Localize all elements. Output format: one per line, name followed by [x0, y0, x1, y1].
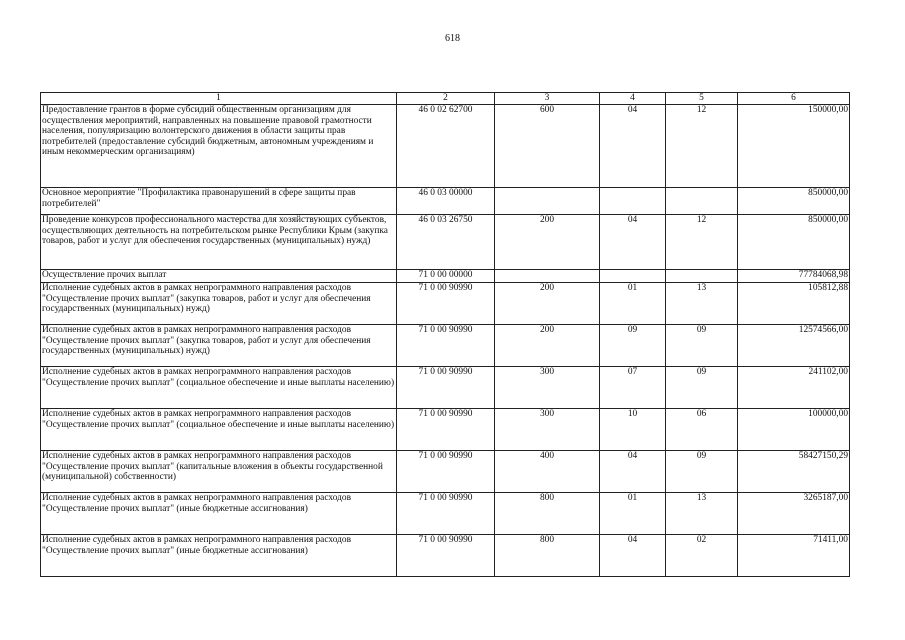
- subsection-code: [666, 188, 738, 215]
- expense-name: Основное мероприятие "Профилактика правонарушений в сфере защиты прав потребителей": [41, 188, 397, 215]
- amount: 850000,00: [738, 188, 850, 215]
- expense-name: Исполнение судебных актов в рамках непрограммного направления расходов "Осуществление прочих выплат" (социальное обеспечение и иные выплаты населению): [41, 367, 397, 409]
- table-row: [41, 535, 850, 577]
- column-header-6: 6: [738, 93, 850, 105]
- expense-name: Исполнение судебных актов в рамках непрограммного направления расходов "Осуществление прочих выплат" (закупка товаров, работ и услуг для обеспечения государственных (муниципальных) нужд): [41, 283, 397, 325]
- target-article-code: 71 0 00 90990: [397, 535, 495, 577]
- expense-type-code: 300: [495, 409, 600, 451]
- budget-table: [40, 92, 850, 577]
- section-code: 04: [600, 451, 666, 493]
- expense-type-code: [495, 188, 600, 215]
- amount: 850000,00: [738, 215, 850, 270]
- expense-name: Исполнение судебных актов в рамках непрограммного направления расходов "Осуществление прочих выплат" (иные бюджетные ассигнования): [41, 493, 397, 535]
- section-code: 10: [600, 409, 666, 451]
- column-header-3: 3: [495, 93, 600, 105]
- expense-name: Исполнение судебных актов в рамках непрограммного направления расходов "Осуществление прочих выплат" (иные бюджетные ассигнования): [41, 535, 397, 577]
- expense-name: Исполнение судебных актов в рамках непрограммного направления расходов "Осуществление прочих выплат" (закупка товаров, работ и услуг для обеспечения государственных (муниципальных) нужд): [41, 325, 397, 367]
- target-article-code: 71 0 00 90990: [397, 283, 495, 325]
- section-code: 01: [600, 283, 666, 325]
- expense-type-code: 800: [495, 493, 600, 535]
- expense-type-code: 600: [495, 105, 600, 188]
- expense-name: Исполнение судебных актов в рамках непрограммного направления расходов "Осуществление прочих выплат" (капитальные вложения в объекты государственной (муниципальной) собственности): [41, 451, 397, 493]
- subsection-code: 09: [666, 325, 738, 367]
- amount: 77784068,98: [738, 270, 850, 283]
- amount: 71411,00: [738, 535, 850, 577]
- table-row: [41, 105, 850, 188]
- amount: 12574566,00: [738, 325, 850, 367]
- table-body: [41, 105, 850, 577]
- section-code: [600, 270, 666, 283]
- amount: 150000,00: [738, 105, 850, 188]
- header-row: [41, 93, 850, 105]
- subsection-code: [666, 270, 738, 283]
- expense-type-code: 200: [495, 325, 600, 367]
- expense-type-code: [495, 270, 600, 283]
- target-article-code: 71 0 00 90990: [397, 367, 495, 409]
- expense-type-code: 300: [495, 367, 600, 409]
- target-article-code: 71 0 00 90990: [397, 451, 495, 493]
- table-row: [41, 409, 850, 451]
- subsection-code: 06: [666, 409, 738, 451]
- section-code: 04: [600, 215, 666, 270]
- amount: 100000,00: [738, 409, 850, 451]
- target-article-code: 46 0 03 00000: [397, 188, 495, 215]
- subsection-code: 13: [666, 283, 738, 325]
- expense-type-code: 200: [495, 215, 600, 270]
- expense-name: Исполнение судебных актов в рамках непрограммного направления расходов "Осуществление прочих выплат" (социальное обеспечение и иные выплаты населению): [41, 409, 397, 451]
- table-row: [41, 270, 850, 283]
- expense-type-code: 400: [495, 451, 600, 493]
- table-row: [41, 367, 850, 409]
- section-code: 04: [600, 105, 666, 188]
- amount: 3265187,00: [738, 493, 850, 535]
- target-article-code: 71 0 00 90990: [397, 325, 495, 367]
- expense-type-code: 200: [495, 283, 600, 325]
- expense-name: Осуществление прочих выплат: [41, 270, 397, 283]
- column-header-4: 4: [600, 93, 666, 105]
- expense-name: Проведение конкурсов профессионального мастерства для хозяйствующих субъектов, осуществляющих деятельность на потребительском рынке Республики Крым (закупка товаров, работ и услуг для обеспечения государственных (муниципальных) нужд): [41, 215, 397, 270]
- column-header-5: 5: [666, 93, 738, 105]
- section-code: 01: [600, 493, 666, 535]
- table-row: [41, 215, 850, 270]
- table-header: [41, 93, 850, 105]
- subsection-code: 13: [666, 493, 738, 535]
- table-row: [41, 283, 850, 325]
- section-code: 09: [600, 325, 666, 367]
- section-code: 04: [600, 535, 666, 577]
- target-article-code: 46 0 03 26750: [397, 215, 495, 270]
- table-row: [41, 325, 850, 367]
- table-row: [41, 493, 850, 535]
- table-row: [41, 188, 850, 215]
- table-row: [41, 451, 850, 493]
- subsection-code: 09: [666, 451, 738, 493]
- section-code: 07: [600, 367, 666, 409]
- target-article-code: 71 0 00 00000: [397, 270, 495, 283]
- subsection-code: 02: [666, 535, 738, 577]
- amount: 241102,00: [738, 367, 850, 409]
- expense-name: Предоставление грантов в форме субсидий общественным организациям для осуществления мероприятий, направленных на повышение правовой грамотности населения, популяризацию волонтерского движения в области защиты прав потребителей (предоставление субсидий бюджетным, автономным учреждениям и иным некоммерческим организациям): [41, 105, 397, 188]
- page-number: 618: [445, 33, 460, 44]
- section-code: [600, 188, 666, 215]
- subsection-code: 12: [666, 105, 738, 188]
- expense-type-code: 800: [495, 535, 600, 577]
- subsection-code: 09: [666, 367, 738, 409]
- target-article-code: 71 0 00 90990: [397, 493, 495, 535]
- amount: 105812,88: [738, 283, 850, 325]
- subsection-code: 12: [666, 215, 738, 270]
- target-article-code: 71 0 00 90990: [397, 409, 495, 451]
- target-article-code: 46 0 02 62700: [397, 105, 495, 188]
- column-header-1: 1: [41, 93, 397, 105]
- amount: 58427150,29: [738, 451, 850, 493]
- column-header-2: 2: [397, 93, 495, 105]
